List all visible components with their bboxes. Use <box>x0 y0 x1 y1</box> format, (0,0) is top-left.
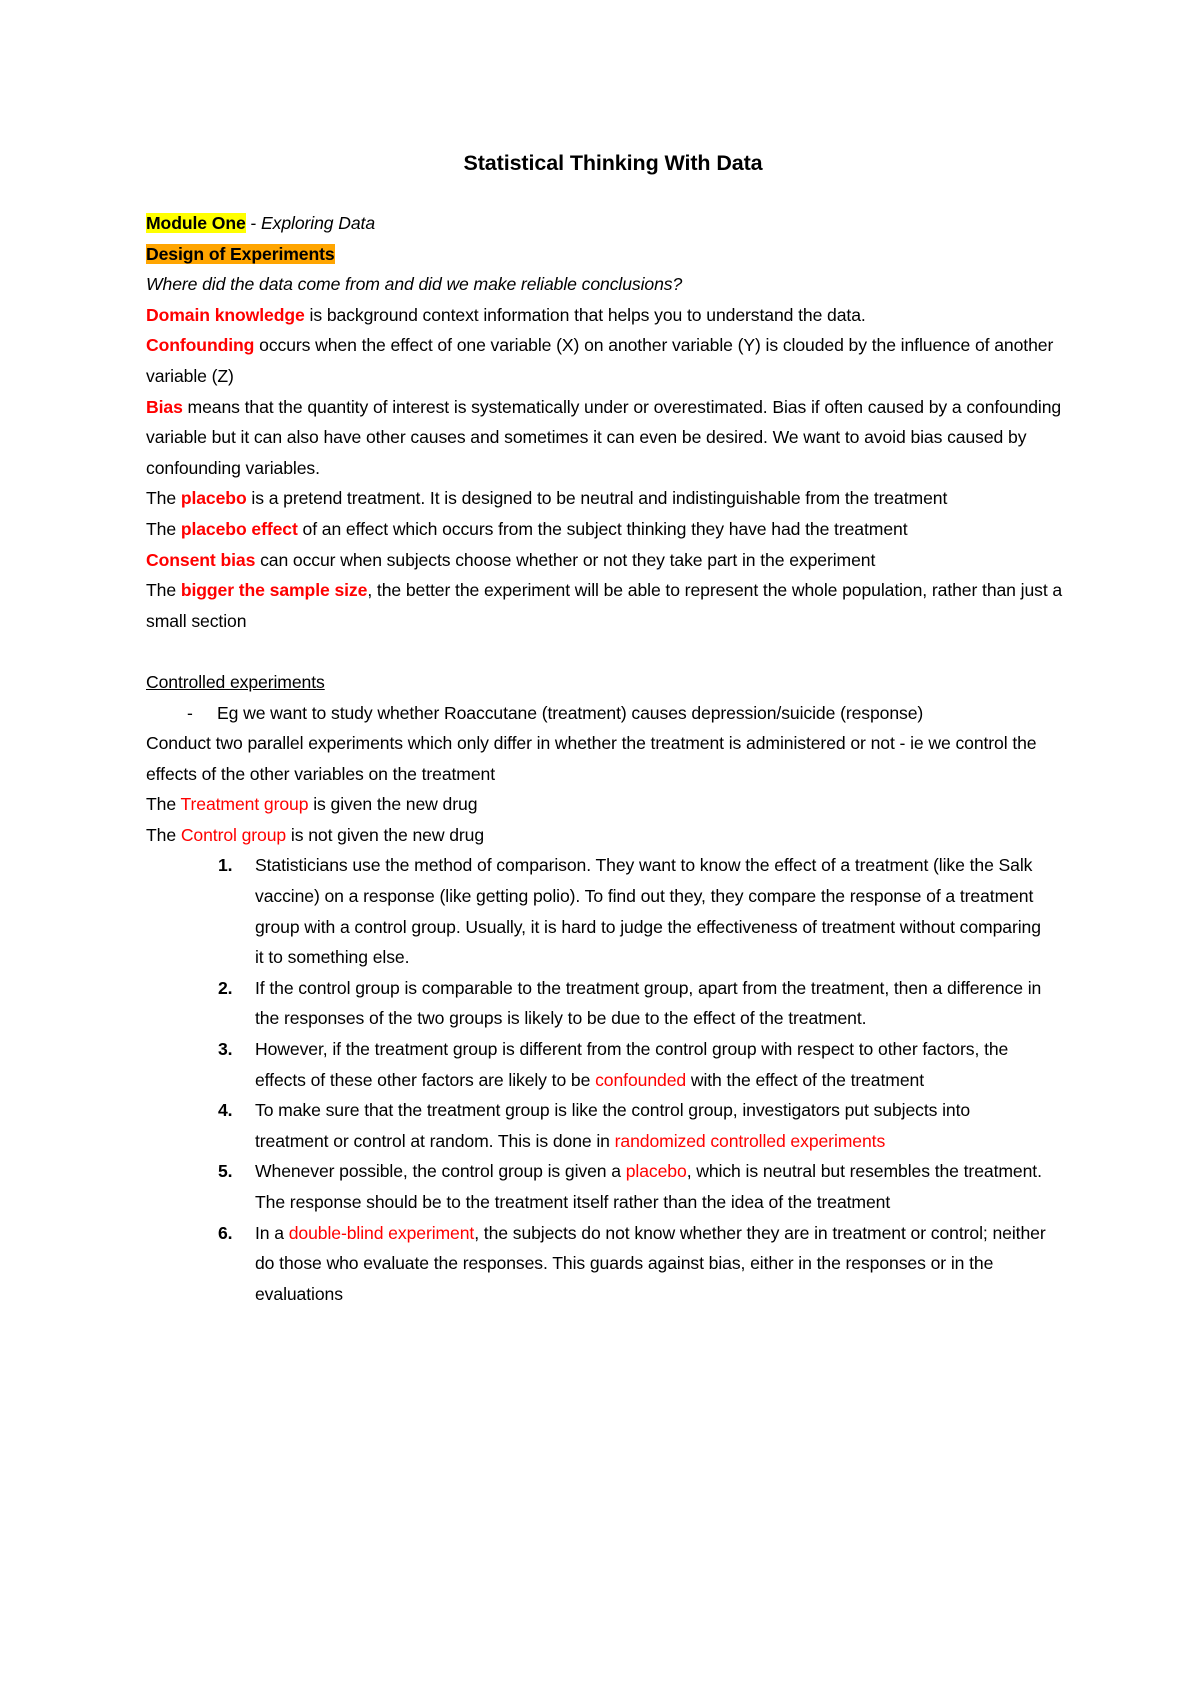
list-item <box>146 850 1066 972</box>
dash-list-item <box>146 698 1066 729</box>
definition-sample-size <box>146 575 1066 636</box>
list-item-suffix: , which is neutral but resembles the treatment. The response should be to the treatment itself rather than the idea of the treatment <box>255 1161 1042 1212</box>
definition-consent-bias <box>146 545 1066 576</box>
definition-placebo <box>146 483 1066 514</box>
term-control-group: Control group <box>180 824 287 845</box>
term-placebo-effect: placebo effect <box>180 518 298 539</box>
conduct-paragraph: Conduct two parallel experiments which only differ in whether the treatment is administered or not - ie we control the effects of the other variables on the treatment <box>146 733 1037 784</box>
section-heading: Design of Experiments <box>146 243 335 264</box>
line-prefix: The <box>146 794 181 815</box>
list-item-prefix: Whenever possible, the control group is given a <box>255 1161 626 1182</box>
definition-text: is background context information that helps you to understand the data. <box>304 304 866 325</box>
list-number: 3. <box>218 1039 233 1060</box>
control-group-line <box>146 820 1066 851</box>
term-sample-size: bigger the sample size <box>180 580 368 601</box>
list-item-text <box>255 1218 1066 1310</box>
list-item-suffix: with the effect of the treatment <box>686 1069 924 1090</box>
module-subtitle: Exploring Data <box>261 213 376 233</box>
section-heading-line <box>146 239 1066 270</box>
guiding-question: Where did the data come from and did we make reliable conclusions? <box>146 274 683 295</box>
list-item <box>146 1156 1066 1217</box>
list-item-prefix: However, if the treatment group is different from the control group with respect to other factors, the effects of these other factors are likely to be <box>255 1039 1009 1090</box>
definition-text: , the better the experiment will be able to represent the whole population, rather than just a small section <box>146 580 1063 631</box>
list-number: 1. <box>218 855 233 876</box>
controlled-heading-line <box>146 667 1066 698</box>
definition-text: occurs when the effect of one variable (X) on another variable (Y) is clouded by the influence of another variable (Z) <box>146 335 1054 386</box>
numbered-list <box>146 850 1066 1309</box>
treatment-group-line <box>146 789 1066 820</box>
term-treatment-group: Treatment group <box>180 794 309 815</box>
list-item <box>146 1218 1066 1310</box>
term-double-blind-experiment: double-blind experiment <box>288 1222 475 1243</box>
line-text: is given the new drug <box>308 794 478 815</box>
list-item-suffix: , the subjects do not know whether they are in treatment or control; neither do those who evaluate the responses. This guards against bias, either in the responses or in the evaluations <box>255 1222 1046 1304</box>
definition-prefix: The <box>146 518 181 539</box>
definition-text: can occur when subjects choose whether or not they take part in the experiment <box>255 549 876 570</box>
term-bias: Bias <box>146 396 183 417</box>
list-number: 2. <box>218 977 233 998</box>
list-item-text <box>255 1095 1066 1156</box>
line-prefix: The <box>146 824 181 845</box>
term-confounding: Confounding <box>146 335 255 356</box>
definition-placebo-effect <box>146 514 1066 545</box>
document-body <box>146 148 1066 1309</box>
term-placebo-inline: placebo <box>625 1161 687 1182</box>
module-line <box>146 208 1066 239</box>
list-item-prefix: To make sure that the treatment group is like the control group, investigators put subjects into treatment or control at random. This is done in <box>255 1100 971 1151</box>
module-separator: - <box>245 213 262 233</box>
list-item <box>146 1034 1066 1095</box>
document-title: Statistical Thinking With Data <box>463 151 763 175</box>
list-item-text <box>255 1156 1066 1217</box>
list-item-text: Statisticians use the method of comparison. They want to know the effect of a treatment (like the Salk vaccine) on a response (like getting polio). To find out they, they compare the response of a treatment group with a control group. Usually, it is hard to judge the effectiveness of treatment without comparing it to something else. <box>255 855 1041 968</box>
definition-confounding <box>146 330 1066 391</box>
list-item <box>146 1095 1066 1156</box>
list-number: 5. <box>218 1161 233 1182</box>
module-label: Module One <box>146 213 246 233</box>
dash-item-text: Eg we want to study whether Roaccutane (treatment) causes depression/suicide (response) <box>217 702 924 723</box>
paragraph-spacer <box>146 636 1066 667</box>
list-item-text <box>255 1034 1066 1095</box>
term-confounded: confounded <box>595 1069 687 1090</box>
controlled-experiments-heading: Controlled experiments <box>146 671 325 692</box>
definition-prefix: The <box>146 580 181 601</box>
list-item-prefix: In a <box>255 1222 289 1243</box>
term-placebo: placebo <box>180 488 247 509</box>
definition-text: is a pretend treatment. It is designed to be neutral and indistinguishable from the treatment <box>246 488 948 509</box>
list-number: 6. <box>218 1222 233 1243</box>
term-randomized-controlled-experiments: randomized controlled experiments <box>614 1130 886 1151</box>
term-consent-bias: Consent bias <box>146 549 256 570</box>
definition-text: means that the quantity of interest is systematically under or overestimated. Bias if often caused by a confounding variable but it can also have other causes and sometimes it can even be desired. We want to avoid bias caused by confounding variables. <box>146 396 1062 478</box>
definition-text: of an effect which occurs from the subject thinking they have had the treatment <box>297 518 908 539</box>
definition-bias <box>146 392 1066 484</box>
definition-prefix: The <box>146 488 181 509</box>
dash-marker: - <box>187 702 193 723</box>
list-item <box>146 973 1066 1034</box>
list-number: 4. <box>218 1100 233 1121</box>
definition-domain-knowledge <box>146 300 1066 331</box>
line-text: is not given the new drug <box>286 824 485 845</box>
term-domain-knowledge: Domain knowledge <box>146 304 305 325</box>
list-item-text: If the control group is comparable to the treatment group, apart from the treatment, then a difference in the responses of the two groups is likely to be due to the effect of the treatment. <box>255 977 1042 1029</box>
